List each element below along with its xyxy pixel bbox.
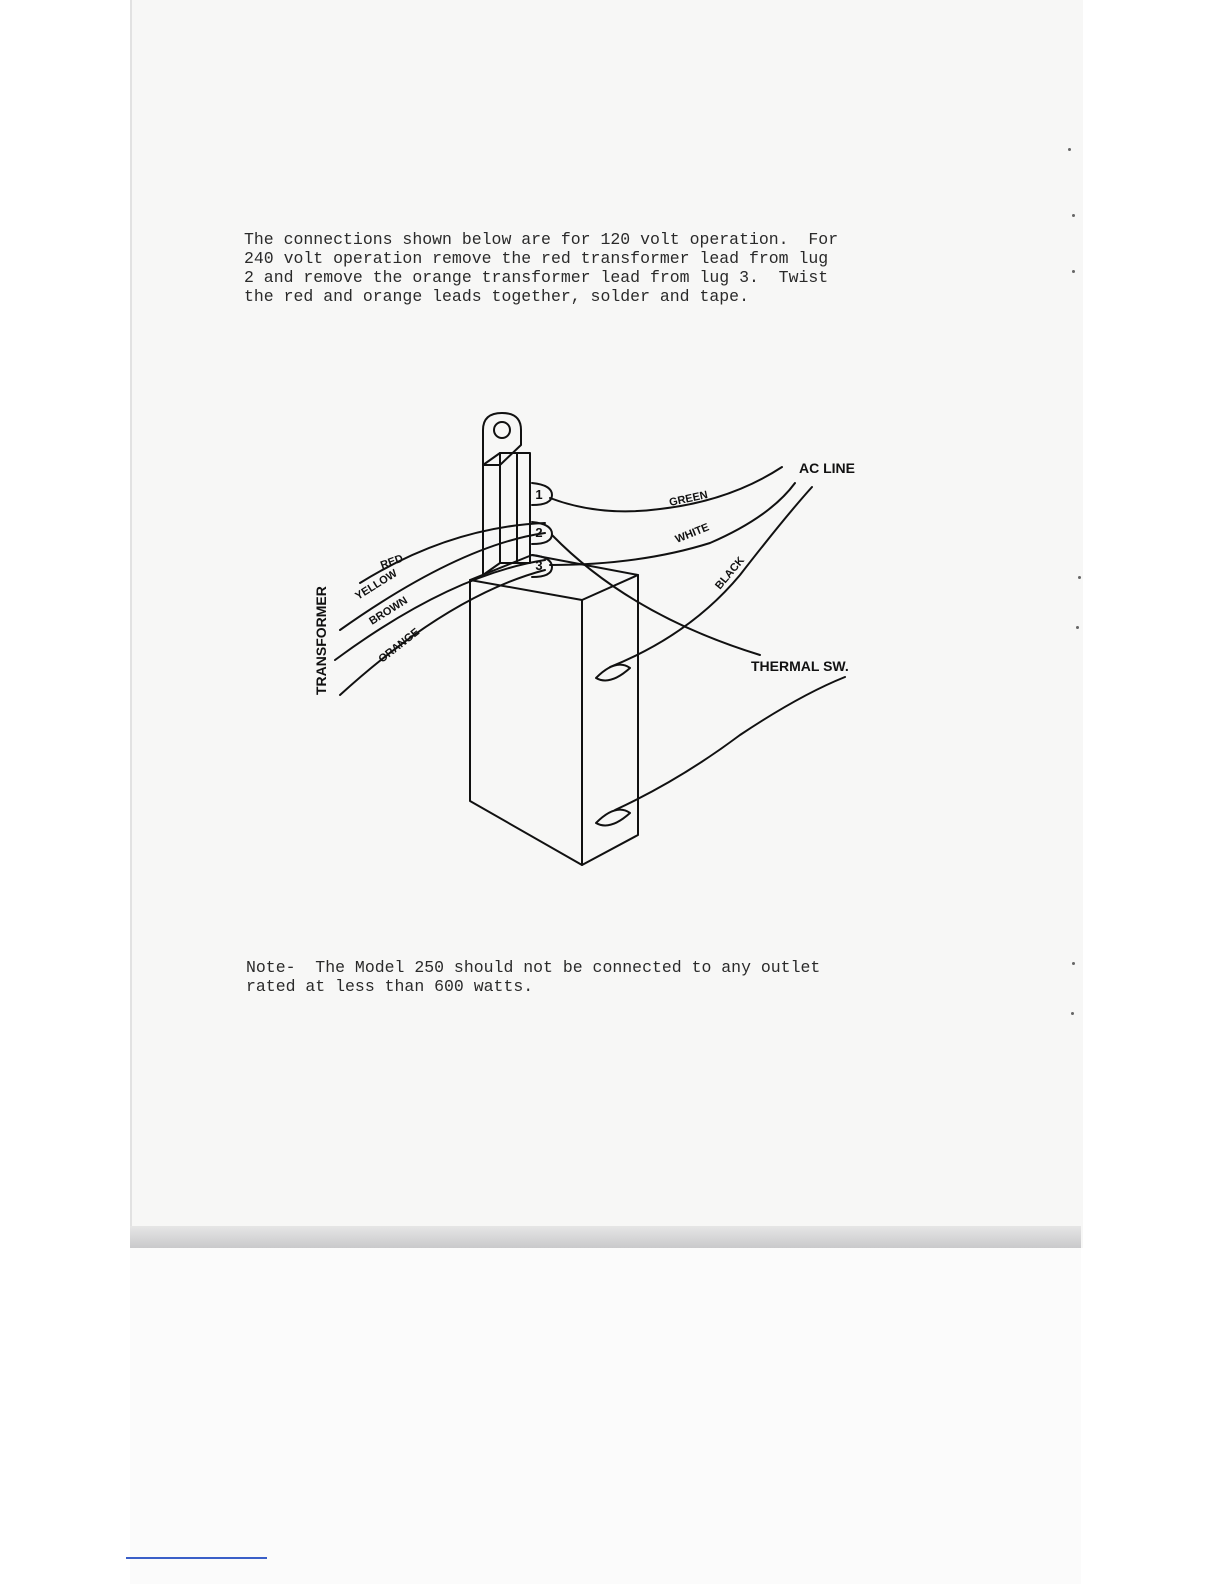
- scan-speck: [1072, 270, 1075, 273]
- mounting-hole: [494, 422, 510, 438]
- yellow-wire-label: YELLOW: [353, 567, 400, 603]
- thermal-wire-upper: [552, 535, 760, 655]
- note-line: rated at less than 600 watts.: [246, 977, 534, 996]
- green-wire-label: GREEN: [668, 489, 709, 509]
- intro-line: 240 volt operation remove the red transformer lead from lug: [244, 249, 829, 268]
- terminal-strip: [483, 453, 530, 575]
- thermal-terminal-upper: [596, 665, 630, 681]
- brown-wire: [335, 560, 545, 660]
- brown-wire-label: BROWN: [367, 594, 410, 628]
- lug-2-number: 2: [535, 525, 543, 540]
- wiring-diagram: [300, 405, 880, 875]
- intro-paragraph: [244, 230, 838, 306]
- orange-wire-label: ORANGE: [376, 626, 422, 666]
- ac-line-label: AC LINE: [799, 460, 855, 476]
- scan-speck: [1072, 962, 1075, 965]
- thermal-switch-label: THERMAL SW.: [751, 658, 849, 674]
- sheet-bottom-edge: [130, 1226, 1081, 1248]
- thermal-wire-lower: [615, 677, 845, 810]
- switch-box: [470, 575, 638, 865]
- note-line: Note- The Model 250 should not be connected to any outlet: [246, 958, 821, 977]
- scan-speck: [1076, 626, 1079, 629]
- page-lower-area: [130, 1248, 1081, 1584]
- intro-line: The connections shown below are for 120 volt operation. For: [244, 230, 839, 249]
- white-wire-label: WHITE: [673, 521, 711, 546]
- scan-speck: [1071, 1012, 1074, 1015]
- blue-underline-mark: [126, 1557, 267, 1559]
- black-wire: [610, 487, 812, 667]
- note-paragraph: [246, 958, 820, 996]
- red-wire-label: RED: [378, 552, 405, 572]
- black-wire-label: BLACK: [713, 554, 748, 592]
- scan-speck: [1078, 576, 1081, 579]
- intro-line: 2 and remove the orange transformer lead from lug 3. Twist: [244, 268, 829, 287]
- thermal-terminal-lower: [596, 810, 630, 826]
- lug-1-number: 1: [535, 487, 543, 502]
- green-wire: [550, 467, 782, 511]
- lug-3-number: 3: [535, 558, 543, 573]
- scan-speck: [1072, 214, 1075, 217]
- intro-line: the red and orange leads together, solder and tape.: [244, 287, 749, 306]
- transformer-label: TRANSFORMER: [313, 586, 329, 695]
- scan-speck: [1068, 148, 1071, 151]
